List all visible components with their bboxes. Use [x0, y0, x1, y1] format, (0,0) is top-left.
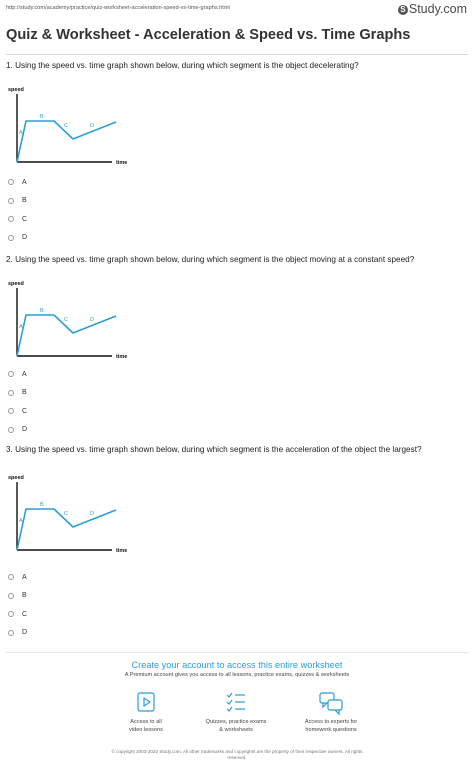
checklist-icon [222, 688, 250, 716]
option-label: B [22, 197, 27, 205]
page-url: http://study.com/academy/practice/quiz-worksheet-acceleration-speed-vs-time-graphs.html [6, 5, 230, 11]
answer-options-2 [8, 365, 27, 439]
option-label: A [22, 573, 27, 581]
feature-text-line: video lessons [129, 726, 163, 733]
radio-button[interactable] [8, 235, 14, 241]
option-label: C [22, 610, 28, 618]
play-icon [132, 688, 160, 716]
feature-text-line: Access to all [130, 719, 162, 725]
option-label: D [22, 629, 28, 637]
copyright-notice [0, 749, 474, 761]
segment-label-c: C [64, 123, 68, 129]
answer-option[interactable] [8, 421, 27, 440]
option-label: C [22, 407, 28, 415]
answer-option[interactable] [8, 384, 27, 403]
page-title: Quiz & Worksheet - Acceleration & Speed vs. Time Graphs [6, 27, 411, 43]
answer-option[interactable] [8, 173, 27, 192]
footer-divider [6, 652, 468, 653]
option-label: A [22, 370, 27, 378]
answer-option[interactable] [8, 365, 27, 384]
speed-time-graph-3 [6, 472, 134, 554]
graph-y-label: speed [8, 281, 24, 287]
answer-option[interactable] [8, 229, 27, 248]
feature-text-line: Access to experts for [304, 719, 358, 725]
segment-label-d: D [90, 317, 94, 323]
top-bar [0, 0, 474, 20]
feature-experts [286, 688, 376, 734]
feature-text-line: & worksheets [219, 726, 253, 733]
create-account-link[interactable]: Create your account to access this entire worksheet [131, 660, 343, 670]
answer-option[interactable] [8, 605, 27, 624]
segment-label-d: D [90, 511, 94, 517]
premium-description: A Premium account gives you access to all lessons, practice exams, quizzes & worksheets [124, 672, 350, 678]
copyright-line: reserved. [227, 755, 247, 760]
answer-option[interactable] [8, 587, 27, 606]
logo-text: Study.com [408, 2, 467, 16]
radio-button[interactable] [8, 371, 14, 377]
graph-y-label: speed [8, 475, 24, 481]
feature-quizzes [191, 688, 281, 734]
question-3-text: 3. Using the speed vs. time graph shown below, during which segment is the acceleration of the object the largest? [6, 445, 422, 454]
radio-button[interactable] [8, 427, 14, 433]
graph-x-label: time [116, 548, 128, 554]
option-label: A [22, 178, 27, 186]
feature-text-line: Quizzes, practice exams [205, 719, 267, 725]
option-label: B [22, 592, 27, 600]
segment-label-a: A [19, 324, 23, 330]
graph-y-label: speed [8, 87, 24, 93]
answer-option[interactable] [8, 192, 27, 211]
answer-option[interactable] [8, 624, 27, 643]
graph-x-label: time [116, 160, 128, 166]
question-2-text: 2. Using the speed vs. time graph shown below, during which segment is the object moving at a constant speed? [6, 255, 415, 264]
radio-button[interactable] [8, 593, 14, 599]
speed-time-graph-2 [6, 278, 134, 360]
segment-label-d: D [90, 123, 94, 129]
segment-label-a: A [19, 130, 23, 136]
speed-time-graph-1 [6, 84, 134, 166]
option-label: B [22, 389, 27, 397]
segment-label-b: B [40, 502, 44, 508]
segment-label-b: B [40, 114, 44, 120]
radio-button[interactable] [8, 390, 14, 396]
chat-bubbles-icon [317, 688, 345, 716]
graph-x-label: time [116, 354, 128, 360]
option-label: D [22, 234, 28, 242]
option-label: C [22, 215, 28, 223]
radio-button[interactable] [8, 179, 14, 185]
radio-button[interactable] [8, 611, 14, 617]
radio-button[interactable] [8, 216, 14, 222]
radio-button[interactable] [8, 630, 14, 636]
logo-mark-icon: S [398, 5, 408, 15]
answer-options-3 [8, 568, 27, 642]
study-logo[interactable] [398, 2, 467, 16]
answer-option[interactable] [8, 402, 27, 421]
radio-button[interactable] [8, 198, 14, 204]
feature-text-line: homework questions [305, 726, 357, 733]
answer-option[interactable] [8, 568, 27, 587]
feature-video-lessons [101, 688, 191, 734]
radio-button[interactable] [8, 408, 14, 414]
copyright-line: © copyright 2003-2020 Study.com. All other trademarks and copyrights are the property of their respective owners. All rights [111, 749, 363, 754]
option-label: D [22, 426, 28, 434]
segment-label-b: B [40, 308, 44, 314]
segment-label-a: A [19, 518, 23, 524]
answer-option[interactable] [8, 210, 27, 229]
radio-button[interactable] [8, 574, 14, 580]
question-1-text: 1. Using the speed vs. time graph shown below, during which segment is the object decelerating? [6, 61, 359, 70]
answer-options-1 [8, 173, 27, 247]
segment-label-c: C [64, 317, 68, 323]
segment-label-c: C [64, 511, 68, 517]
title-divider [6, 54, 468, 55]
